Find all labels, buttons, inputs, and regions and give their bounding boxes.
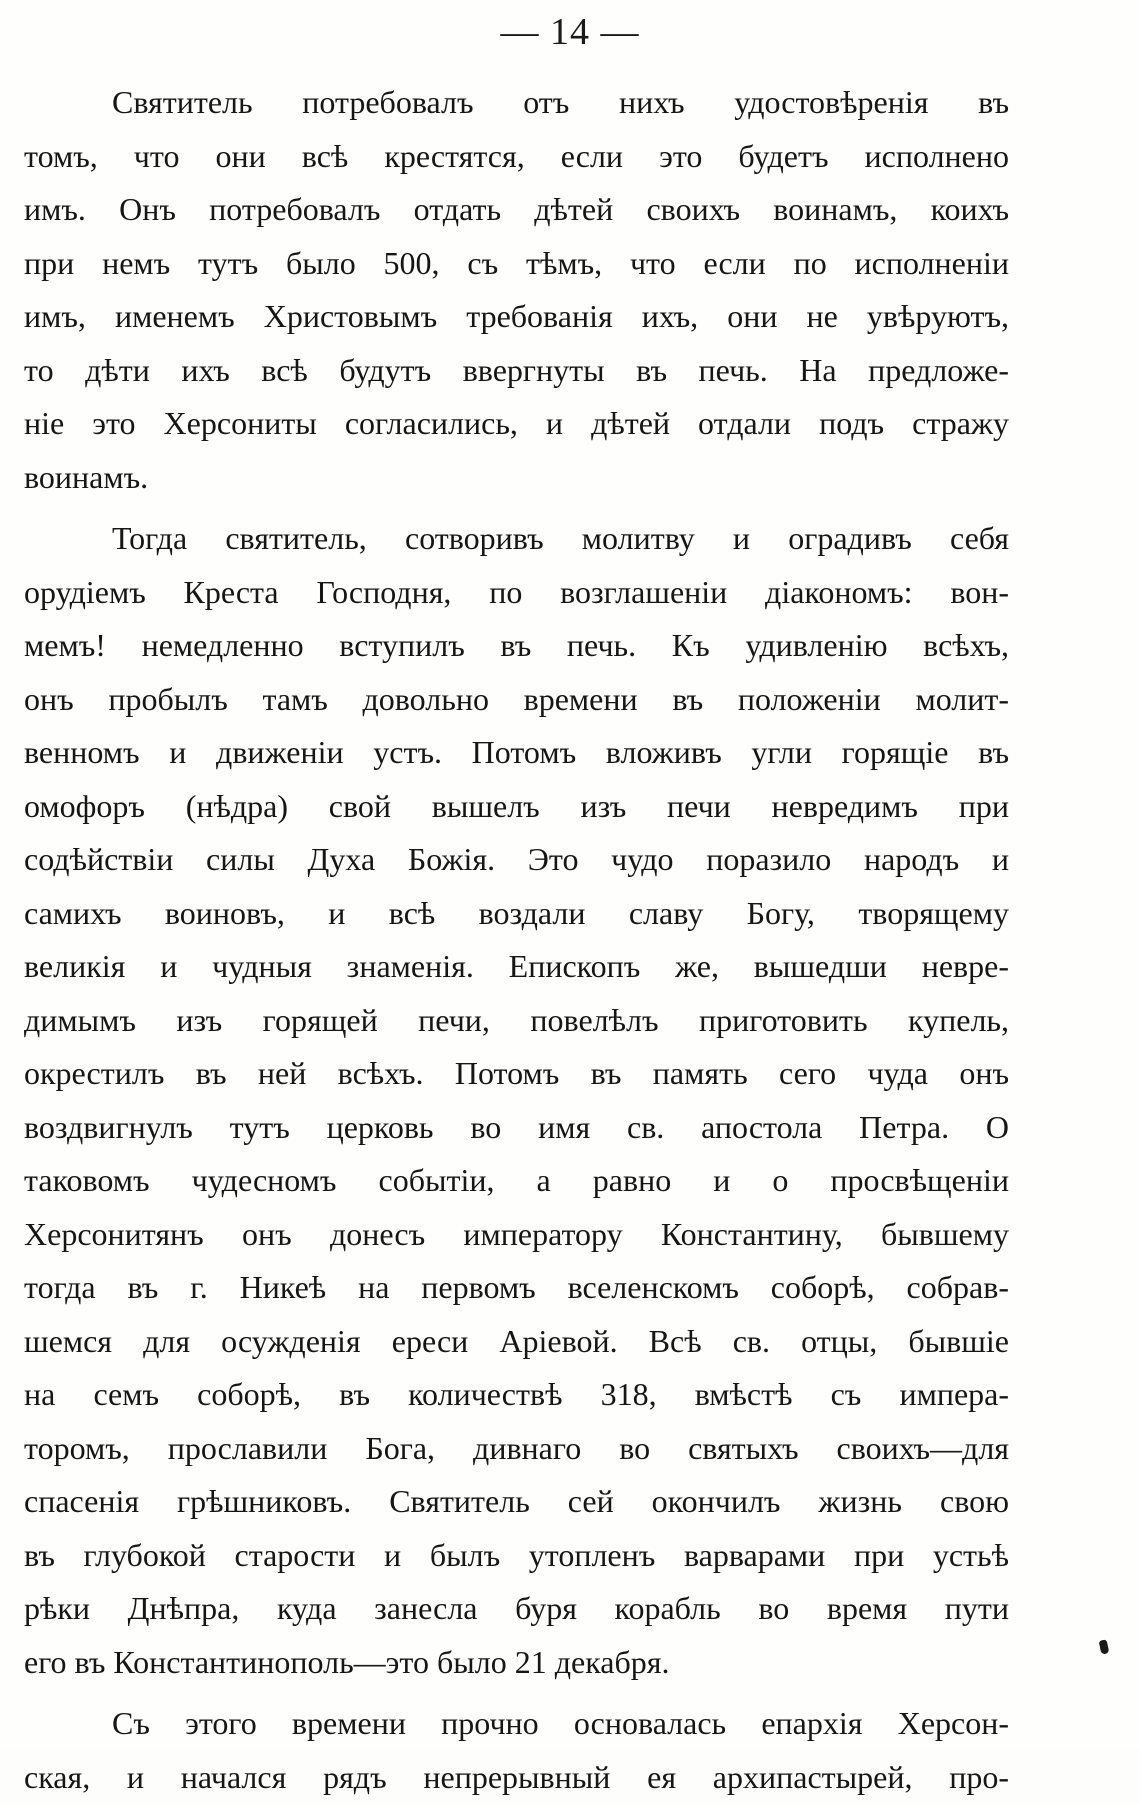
paragraph-1: [24, 76, 1009, 504]
text-line: орудіемъ Креста Господня, по возглашеніи діакономъ: вон-: [24, 566, 1009, 620]
text-line: содѣйствіи силы Духа Божія. Это чудо поразило народъ и: [24, 833, 1009, 887]
text-line: рѣки Днѣпра, куда занесла буря корабль во время пути: [24, 1582, 1009, 1636]
text-line: Херсонитянъ онъ донесъ императору Константину, бывшему: [24, 1208, 1009, 1262]
text-line: въ глубокой старости и былъ утопленъ варварами при устьѣ: [24, 1529, 1009, 1583]
text-line: томъ, что они всѣ крестятся, если это будетъ исполнено: [24, 130, 1009, 184]
text-line: имъ, именемъ Христовымъ требованія ихъ, они не увѣруютъ,: [24, 290, 1009, 344]
text-line: ская, и начался рядъ непрерывный ея архипастырей, про-: [24, 1751, 1009, 1804]
text-line: Святитель потребовалъ отъ нихъ удостовѣренія въ: [24, 76, 1009, 130]
text-line: окрестилъ въ ней всѣхъ. Потомъ въ память сего чуда онъ: [24, 1047, 1009, 1101]
text-line: таковомъ чудесномъ событіи, а равно и о просвѣщеніи: [24, 1154, 1009, 1208]
ink-speck-mark: [1099, 1639, 1110, 1654]
text-line: самихъ воиновъ, и всѣ воздали славу Богу, творящему: [24, 887, 1009, 941]
text-line: воинамъ.: [24, 451, 1009, 505]
body-text: [24, 76, 1009, 1804]
text-line: торомъ, прославили Бога, дивнаго во святыхъ своихъ—для: [24, 1422, 1009, 1476]
paragraph-3: [24, 1697, 1009, 1804]
text-line: тогда въ г. Никеѣ на первомъ вселенскомъ соборѣ, собрав-: [24, 1261, 1009, 1315]
text-line: его въ Константинополь—это было 21 декабря.: [24, 1636, 1009, 1690]
text-line: онъ пробылъ тамъ довольно времени въ положеніи молит-: [24, 673, 1009, 727]
text-line: на семъ соборѣ, въ количествѣ 318, вмѣстѣ съ импера-: [24, 1368, 1009, 1422]
text-line: димымъ изъ горящей печи, повелѣлъ приготовить купель,: [24, 994, 1009, 1048]
text-line: мемъ! немедленно вступилъ въ печь. Къ удивленію всѣхъ,: [24, 619, 1009, 673]
text-line: Съ этого времени прочно основалась епархія Херсон-: [24, 1697, 1009, 1751]
text-line: ніе это Херсониты согласились, и дѣтей отдали подъ стражу: [24, 397, 1009, 451]
paragraph-2: [24, 512, 1009, 1689]
text-line: спасенія грѣшниковъ. Святитель сей окончилъ жизнь свою: [24, 1475, 1009, 1529]
text-line: воздвигнулъ тутъ церковь во имя св. апостола Петра. О: [24, 1101, 1009, 1155]
text-line: венномъ и движеніи устъ. Потомъ вложивъ угли горящіе въ: [24, 726, 1009, 780]
text-line: шемся для осужденія ереси Аріевой. Всѣ св. отцы, бывшіе: [24, 1315, 1009, 1369]
page-number: — 14 —: [0, 8, 1140, 56]
text-line: великія и чудныя знаменія. Епископъ же, вышедши невре-: [24, 940, 1009, 994]
text-line: Тогда святитель, сотворивъ молитву и оградивъ себя: [24, 512, 1009, 566]
text-line: омофоръ (нѣдра) свой вышелъ изъ печи невредимъ при: [24, 780, 1009, 834]
text-line: то дѣти ихъ всѣ будутъ ввергнуты въ печь. На предложе-: [24, 344, 1009, 398]
text-line: имъ. Онъ потребовалъ отдать дѣтей своихъ воинамъ, коихъ: [24, 183, 1009, 237]
text-line: при немъ тутъ было 500, съ тѣмъ, что если по исполненіи: [24, 237, 1009, 291]
